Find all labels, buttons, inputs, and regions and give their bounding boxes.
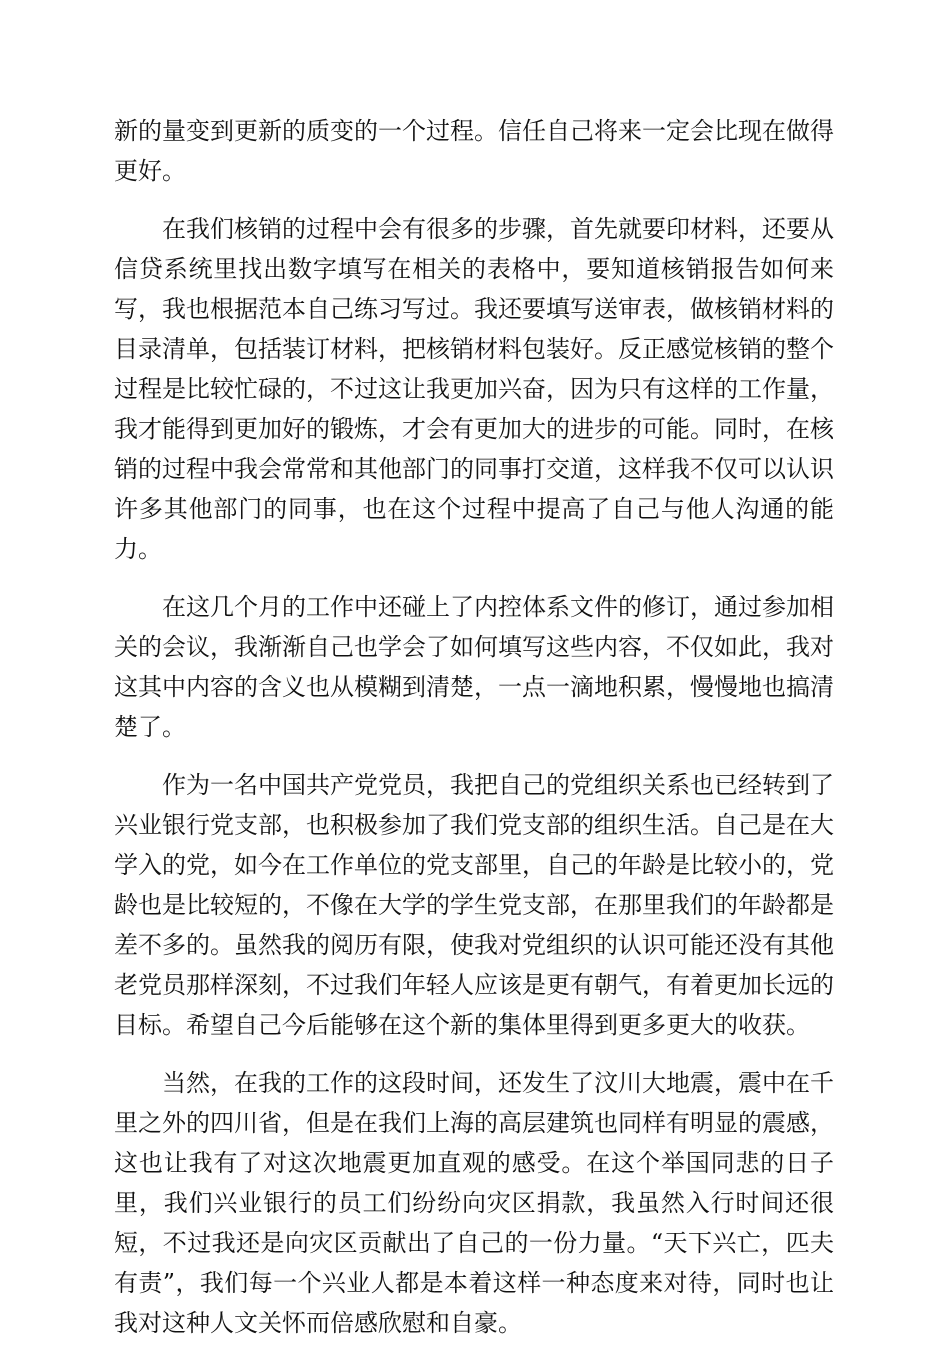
document-body	[114, 111, 834, 1361]
paragraph-4: 作为一名中国共产党党员，我把自己的党组织关系也已经转到了兴业银行党支部，也积极参加了我们党支部的组织生活。自己是在大学入的党，如今在工作单位的党支部里，自己的年龄是比较小的，党龄也是比较短的，不像在大学的学生党支部，在那里我们的年龄都是差不多的。虽然我的阅历有限，使我对党组织的认识可能还没有其他老党员那样深刻，不过我们年轻人应该是更有朝气，有着更加长远的目标。希望自己今后能够在这个新的集体里得到更多更大的收获。	[114, 771, 834, 1039]
paragraph-1: 新的量变到更新的质变的一个过程。信任自己将来一定会比现在做得更好。	[114, 117, 834, 185]
paragraph-3: 在这几个月的工作中还碰上了内控体系文件的修订，通过参加相关的会议，我渐渐自己也学会了如何填写这些内容，不仅如此，我对这其中内容的含义也从模糊到清楚，一点一滴地积累，慢慢地也搞清楚了。	[114, 593, 834, 741]
paragraph-2: 在我们核销的过程中会有很多的步骤，首先就要印材料，还要从信贷系统里找出数字填写在相关的表格中，要知道核销报告如何来写，我也根据范本自己练习写过。我还要填写送审表，做核销材料的目录清单，包括装订材料，把核销材料包装好。反正感觉核销的整个过程是比较忙碌的，不过这让我更加兴奋，因为只有这样的工作量，我才能得到更加好的锻炼，才会有更加大的进步的可能。同时，在核销的过程中我会常常和其他部门的同事打交道，这样我不仅可以认识许多其他部门的同事，也在这个过程中提高了自己与他人沟通的能力。	[114, 215, 834, 563]
paragraph-5: 当然，在我的工作的这段时间，还发生了汶川大地震，震中在千里之外的四川省，但是在我们上海的高层建筑也同样有明显的震感，这也让我有了对这次地震更加直观的感受。在这个举国同悲的日子里，我们兴业银行的员工们纷纷向灾区捐款，我虽然入行时间还很短，不过我还是向灾区贡献出了自己的一份力量。“天下兴亡，匹夫有责”，我们每一个兴业人都是本着这样一种态度来对待，同时也让我对这种人文关怀而倍感欣慰和自豪。	[114, 1069, 834, 1337]
